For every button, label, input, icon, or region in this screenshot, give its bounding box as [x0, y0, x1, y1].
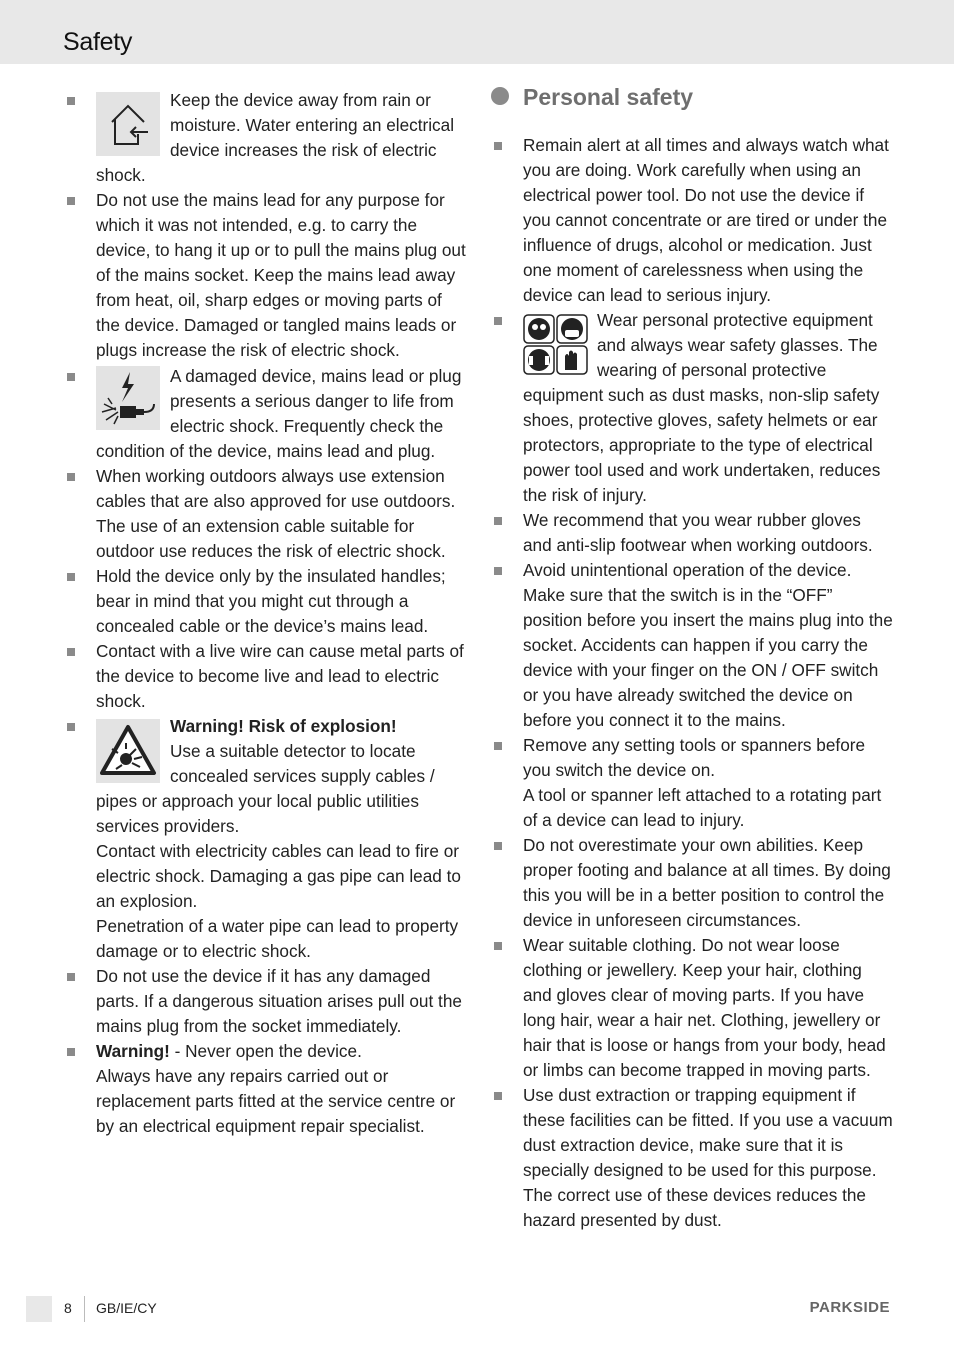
bullet-icon: [494, 142, 502, 150]
page-header: [0, 0, 954, 64]
list-item: [491, 133, 893, 308]
item-text: Avoid unintentional operation of the device. Make sure that the switch is in the “OFF” position before you insert the mains plug into the socket. Accidents can happen if you carry the device with your finger on the ON / OFF switch or you have already switched the device on before you connect it to the mains.: [523, 560, 893, 730]
item-text: Hold the device only by the insulated handles; bear in mind that you might cut through a concealed cable or the device’s mains lead.: [96, 566, 446, 636]
list-item: [491, 508, 893, 558]
protective-equipment-icon: [523, 312, 589, 376]
bullet-icon: [494, 842, 502, 850]
list-item: [491, 933, 893, 1083]
list-item: [64, 364, 466, 464]
footer-divider: [84, 1296, 85, 1322]
item-text: Remain alert at all times and always watch what you are doing. Work carefully when using an electrical power tool. Do not use the device if you cannot concentrate or are tired or under the influence of drugs, alcohol or medication. Just one moment of carelessness when using the device can lead to serious injury.: [523, 135, 889, 305]
bullet-icon: [67, 473, 75, 481]
item-text: Keep the device away from rain or moisture. Water entering an electrical device increases the risk of electric shock.: [96, 90, 455, 185]
item-text: Use dust extraction or trapping equipment if these facilities can be fitted. If you use a vacuum dust extraction device, make sure that it is specially designed to be used for this purpose. The correct use of these devices reduces the hazard presented by dust.: [523, 1085, 893, 1230]
bullet-icon: [494, 1092, 502, 1100]
bullet-icon: [67, 373, 75, 381]
item-text: Wear suitable clothing. Do not wear loose clothing or jewellery. Keep your hair, clothing and gloves clear of moving parts. If you have long hair, wear a hair net. Clothing, jewellery or hair that is loose or hangs from your body, head or limbs can become trapped in moving parts.: [523, 935, 886, 1080]
list-item: [64, 964, 466, 1039]
item-text: Use a suitable detector to locate concealed services supply cables / pipes or approach your local public utilities services providers.: [96, 741, 435, 836]
item-text: Always have any repairs carried out or replacement parts fitted at the service centre or by an electrical equipment repair specialist.: [96, 1066, 456, 1136]
bullet-icon: [494, 317, 502, 325]
list-item: [491, 1083, 893, 1233]
item-text: Do not use the mains lead for any purpose for which it was not intended, e.g. to carry the device, to hang it up or to pull the mains plug out of the mains socket. Keep the mains lead away from heat, oil, sharp edges or moving parts of the device. Damaged or tangled mains leads or plugs increase the risk of electric shock.: [96, 190, 466, 360]
warning-title: Warning! Risk of explosion!: [170, 716, 397, 736]
item-text: Contact with electricity cables can lead to fire or electric shock. Damaging a gas pipe can lead to an explosion.: [96, 841, 461, 911]
bullet-icon: [494, 742, 502, 750]
list-item: [64, 714, 466, 964]
right-column: [491, 83, 893, 1233]
heading-dot-icon: [491, 87, 509, 105]
page-number: 8: [64, 1300, 72, 1316]
list-item: [64, 88, 466, 188]
warning-label: Warning!: [96, 1041, 170, 1061]
electric-shock-icon: [96, 366, 160, 430]
list-item: [64, 188, 466, 363]
bullet-icon: [67, 648, 75, 656]
item-text: Do not overestimate your own abilities. Keep proper footing and balance at all times. By doing this you will be in a better position to control the device in unforeseen circumstances.: [523, 835, 891, 930]
list-item: [64, 639, 466, 714]
bullet-icon: [67, 573, 75, 581]
bullet-icon: [494, 942, 502, 950]
footer-marker: [26, 1296, 52, 1322]
bullet-icon: [494, 567, 502, 575]
region-code: GB/IE/CY: [96, 1300, 157, 1316]
list-item: [491, 308, 893, 508]
warning-text: - Never open the device.: [169, 1041, 362, 1061]
list-item: [491, 733, 893, 833]
section-heading-text: Personal safety: [523, 84, 694, 110]
list-item: [491, 833, 893, 933]
left-column: [64, 88, 466, 1139]
house-rain-icon: [96, 92, 160, 156]
list-item: [64, 464, 466, 564]
item-text: [96, 1039, 466, 1064]
bullet-icon: [67, 197, 75, 205]
bullet-icon: [494, 517, 502, 525]
item-text: A tool or spanner left attached to a rotating part of a device can lead to injury.: [523, 785, 882, 830]
list-item: [64, 564, 466, 639]
list-item: [491, 558, 893, 733]
bullet-icon: [67, 723, 75, 731]
bullet-icon: [67, 1048, 75, 1056]
bullet-icon: [67, 97, 75, 105]
item-text: When working outdoors always use extension cables that are also approved for use outdoors. The use of an extension cable suitable for outdoor use reduces the risk of electric shock.: [96, 466, 456, 561]
list-item: [64, 1039, 466, 1139]
item-text: Wear personal protective equipment and always wear safety glasses. The wearing of personal protective equipment such as dust masks, non-slip safety shoes, protective gloves, safety helmets or ear protectors, appropriate to the type of electrical power tool used and work undertaken, reduces the risk of injury.: [523, 310, 881, 505]
item-text: Remove any setting tools or spanners before you switch the device on.: [523, 735, 866, 780]
item-text: Penetration of a water pipe can lead to property damage or to electric shock.: [96, 916, 459, 961]
explosion-warning-icon: [96, 719, 160, 783]
item-text: A damaged device, mains lead or plug presents a serious danger to life from electric shock. Frequently check the condition of the device, mains lead and plug.: [96, 366, 462, 461]
item-text: We recommend that you wear rubber gloves and anti-slip footwear when working outdoors.: [523, 510, 873, 555]
page-title: Safety: [63, 28, 133, 56]
bullet-icon: [67, 973, 75, 981]
section-heading: [491, 83, 893, 111]
brand-logo: PARKSIDE: [809, 1299, 890, 1316]
item-text: Do not use the device if it has any damaged parts. If a dangerous situation arises pull out the mains plug from the socket immediately.: [96, 966, 462, 1036]
item-text: Contact with a live wire can cause metal parts of the device to become live and lead to electric shock.: [96, 641, 464, 711]
